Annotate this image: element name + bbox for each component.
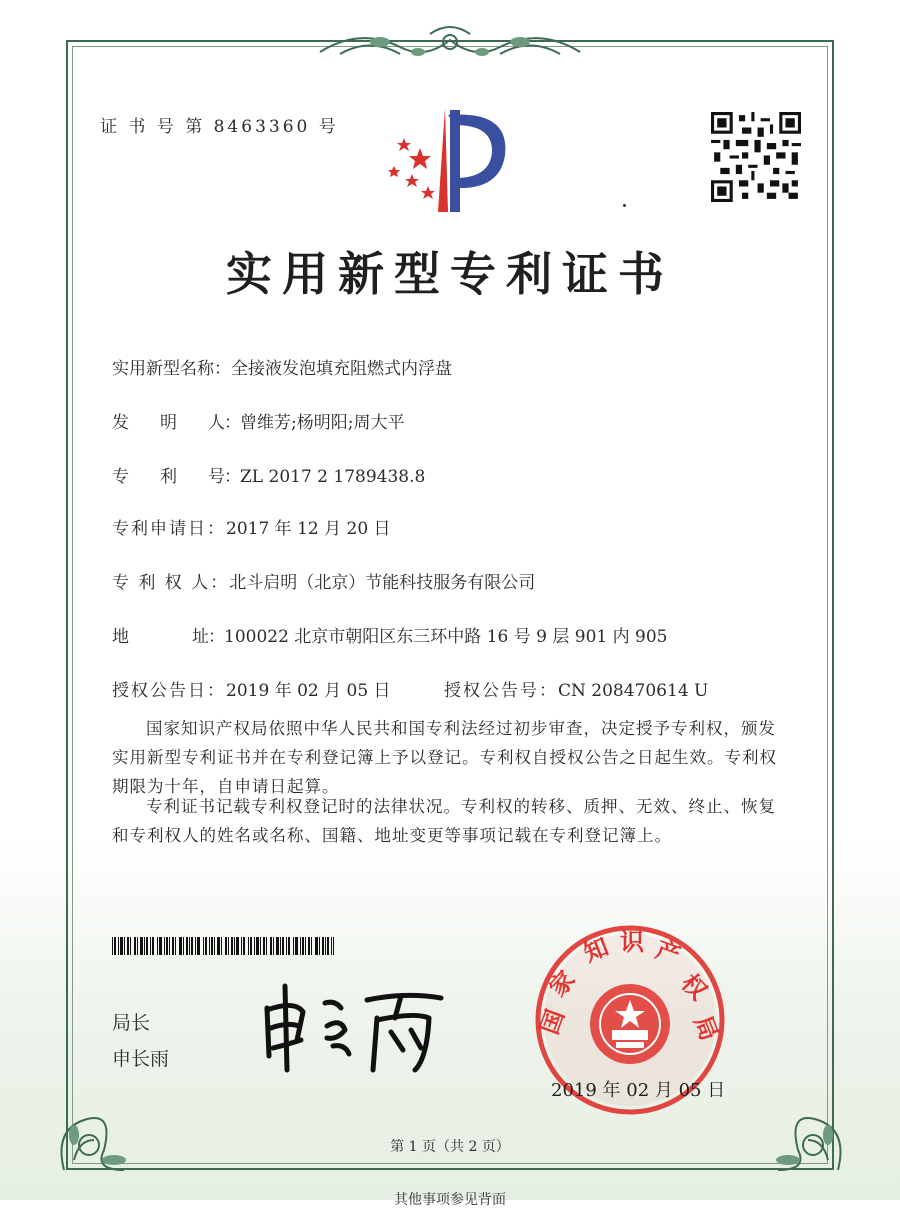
- barcode-bar: [183, 937, 184, 955]
- svg-text:产: 产: [651, 935, 685, 970]
- barcode-bar: [327, 937, 329, 955]
- barcode-bar: [179, 937, 182, 955]
- barcode-bar: [254, 937, 255, 955]
- grant-date-row: [112, 676, 391, 701]
- barcode-bar: [120, 937, 123, 955]
- director-name: 申长雨: [112, 1048, 170, 1070]
- barcode-bar: [203, 937, 204, 955]
- grant-statement-paragraph: 国家知识产权局依照中华人民共和国专利法经过初步审查，决定授予专利权，颁发实用新型专利证书并在专利登记簿上予以登记。专利权自授权公告之日起生效。专利权期限为十年，自申请日起算。: [112, 719, 777, 796]
- barcode-bar: [164, 937, 165, 955]
- barcode-bar: [250, 937, 252, 955]
- barcode-bar: [130, 937, 131, 955]
- barcode-bar: [263, 937, 265, 955]
- utility-model-name-label: 实用新型名称：: [112, 359, 231, 379]
- barcode-bar: [319, 937, 320, 955]
- barcode-bar: [266, 937, 267, 955]
- barcode-bar: [241, 937, 242, 955]
- barcode-icon: [112, 937, 334, 955]
- patent-number-label: 专 利 号：: [112, 467, 240, 487]
- barcode-bar: [333, 937, 334, 955]
- patent-number-row: [112, 462, 425, 487]
- barcode-bar: [228, 937, 229, 955]
- certificate-title: 实用新型专利证书: [226, 247, 674, 301]
- barcode-bar: [293, 937, 294, 955]
- barcode-bar: [140, 937, 143, 955]
- barcode-bar: [295, 937, 298, 955]
- barcode-bar: [256, 937, 259, 955]
- address-label: 地 址：: [112, 627, 224, 647]
- barcode-bar: [172, 937, 174, 955]
- address-value: 100022 北京市朝阳区东三环中路 16 号 9 层 901 内 905: [224, 627, 668, 647]
- barcode-bar: [186, 937, 188, 955]
- barcode-bar: [150, 937, 151, 955]
- svg-text:家: 家: [543, 965, 581, 1003]
- barcode-bar: [308, 937, 310, 955]
- barcode-bar: [157, 937, 158, 955]
- bottom-right-ornament: [738, 1060, 858, 1180]
- barcode-bar: [280, 937, 281, 955]
- barcode-bar: [152, 937, 154, 955]
- inventor-row: [112, 408, 404, 433]
- director-signature: [255, 978, 455, 1078]
- barcode-bar: [146, 937, 148, 955]
- barcode-bar: [205, 937, 207, 955]
- certificate-number: 证 书 号 第 8463360 号: [100, 117, 339, 137]
- patentee-label: 专 利 权 人：: [112, 573, 230, 593]
- barcode-bar: [175, 937, 176, 955]
- page-indicator: 第 1 页（共 2 页）: [390, 1139, 510, 1155]
- emblem-icon: [590, 984, 670, 1064]
- barcode-bar: [114, 937, 116, 955]
- cnipa-logo-icon: [380, 100, 520, 215]
- filing-date-value: 2017 年 12 月 20 日: [226, 519, 391, 539]
- barcode-bar: [159, 937, 162, 955]
- barcode-bar: [118, 937, 119, 955]
- barcode-bar: [217, 937, 220, 955]
- barcode-bar: [234, 937, 235, 955]
- barcode-bar: [195, 937, 196, 955]
- filing-date-label: 专利申请日：: [112, 519, 226, 539]
- barcode-bar: [273, 937, 274, 955]
- svg-text:权: 权: [675, 968, 713, 1006]
- barcode-bar: [127, 937, 129, 955]
- barcode-bar: [300, 937, 301, 955]
- qr-code-icon: [711, 112, 801, 202]
- barcode-bar: [231, 937, 233, 955]
- barcode-bar: [137, 937, 138, 955]
- director-title: 局长: [112, 1012, 151, 1034]
- barcode-bar: [197, 937, 200, 955]
- legal-status-paragraph: 专利证书记载专利权登记时的法律状况。专利权的转移、质押、无效、终止、恢复和专利权人的姓名或名称、国籍、地址变更等事项记载在专利登记簿上。: [112, 797, 776, 845]
- grant-date-value: 2019 年 02 月 05 日: [226, 681, 391, 701]
- patentee-row: [112, 568, 535, 593]
- speck: [623, 204, 626, 207]
- barcode-bar: [189, 937, 190, 955]
- utility-model-name-value: 全接液发泡填充阻燃式内浮盘: [231, 359, 452, 379]
- barcode-bar: [270, 937, 272, 955]
- svg-text:识: 识: [620, 928, 644, 956]
- barcode-bar: [302, 937, 304, 955]
- barcode-bar: [305, 937, 306, 955]
- barcode-bar: [191, 937, 193, 955]
- barcode-bar: [282, 937, 284, 955]
- grant-number-value: CN 208470614 U: [558, 681, 709, 701]
- bottom-left-ornament: [44, 1060, 164, 1180]
- svg-text:局: 局: [688, 1011, 724, 1045]
- address-row: [112, 622, 667, 647]
- barcode-bar: [169, 937, 170, 955]
- barcode-bar: [248, 937, 249, 955]
- barcode-bar: [325, 937, 326, 955]
- barcode-bar: [124, 937, 125, 955]
- patentee-value: 北斗启明（北京）节能科技服务有限公司: [229, 573, 536, 593]
- barcode-bar: [331, 937, 332, 955]
- seal-date: 2019 年 02 月 05 日: [551, 1080, 726, 1101]
- barcode-bar: [243, 937, 245, 955]
- barcode-bar: [236, 937, 239, 955]
- barcode-bar: [144, 937, 145, 955]
- barcode-bar: [221, 937, 222, 955]
- barcode-bar: [214, 937, 215, 955]
- barcode-bar: [166, 937, 168, 955]
- barcode-bar: [211, 937, 213, 955]
- grant-number-label: 授权公告号：: [444, 681, 558, 701]
- inventor-label: 发 明 人：: [112, 413, 240, 433]
- barcode-bar: [322, 937, 324, 955]
- barcode-bar: [286, 937, 287, 955]
- inventor-value: 曾维芳;杨明阳;周大平: [240, 413, 405, 433]
- grant-date-label: 授权公告日：: [112, 681, 226, 701]
- barcode-bar: [260, 937, 261, 955]
- svg-text:知: 知: [579, 932, 613, 968]
- barcode-bar: [225, 937, 227, 955]
- barcode-bar: [288, 937, 290, 955]
- barcode-bar: [209, 937, 210, 955]
- barcode-bar: [134, 937, 136, 955]
- top-ornament: [300, 22, 600, 72]
- patent-number-value: ZL 2017 2 1789438.8: [240, 467, 426, 487]
- barcode-bar: [276, 937, 279, 955]
- back-note: 其他事项参见背面: [394, 1192, 506, 1208]
- barcode-bar: [311, 937, 312, 955]
- filing-date-row: [112, 514, 391, 539]
- barcode-bar: [315, 937, 318, 955]
- grant-number-row: [444, 676, 708, 701]
- svg-text:国: 国: [535, 1005, 570, 1039]
- barcode-bar: [112, 937, 113, 955]
- utility-model-name-row: [112, 354, 452, 379]
